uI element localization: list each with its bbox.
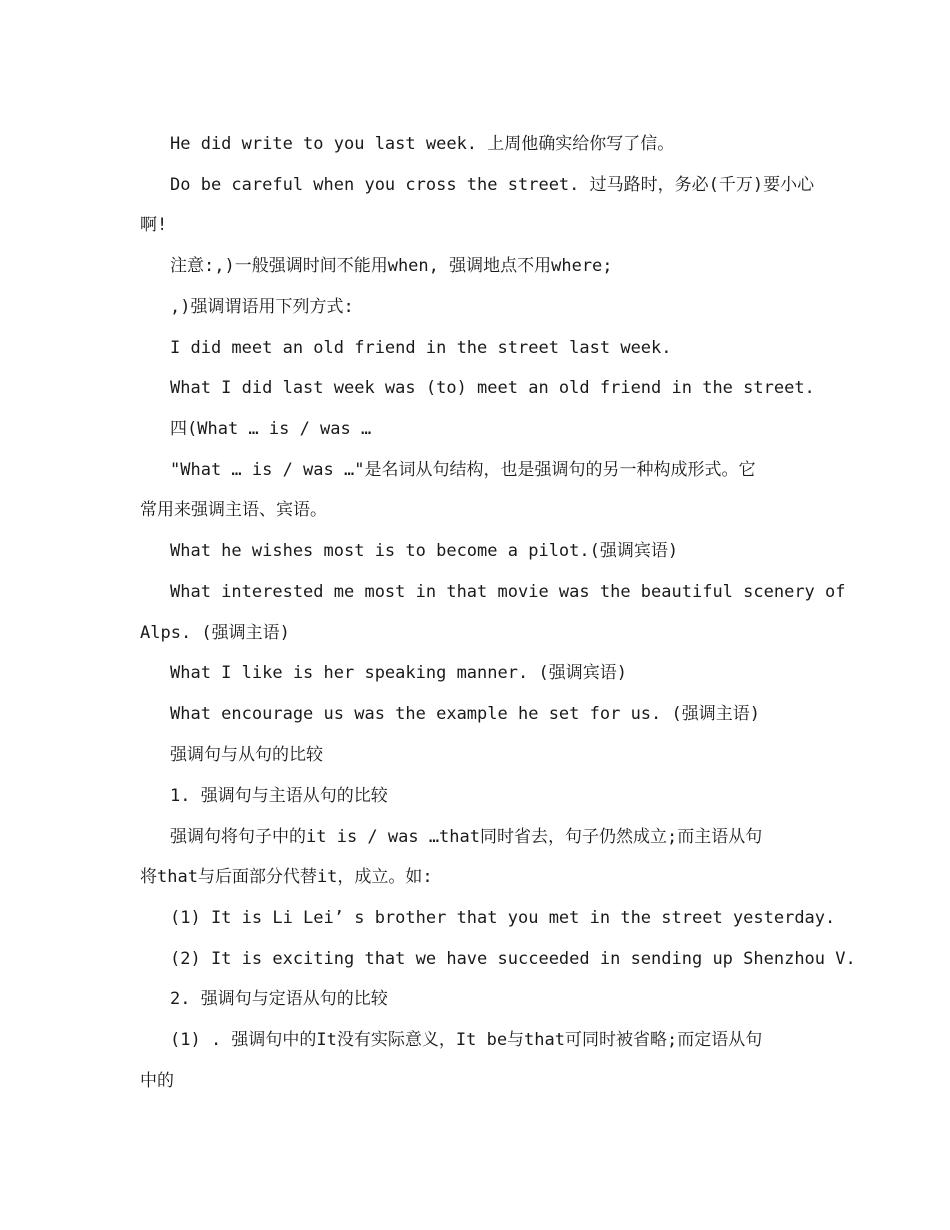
text-line: 常用来强调主语、宾语。 xyxy=(140,500,327,520)
text-line: 强调句将句子中的it is / was …that同时省去，句子仍然成立;而主语从句 xyxy=(170,827,763,847)
text-line: "What … is / was …"是名词从句结构，也是强调句的另一种构成形式。它 xyxy=(170,460,756,480)
text-line: 中的 xyxy=(140,1071,174,1091)
text-line: What interested me most in that movie was the beautiful scenery of xyxy=(170,582,846,602)
text-line: (1) . 强调句中的It没有实际意义，It be与that可同时被省略;而定语从句 xyxy=(170,1030,763,1050)
example-line: (2) It is exciting that we have succeeded in sending up Shenzhou V. xyxy=(170,949,856,969)
text-line: 四(What … is / was … xyxy=(170,419,372,439)
section-heading: 强调句与从句的比较 xyxy=(170,745,323,765)
text-line: ,)强调谓语用下列方式: xyxy=(170,297,354,317)
section-heading: 1. 强调句与主语从句的比较 xyxy=(170,786,388,806)
text-line: He did write to you last week. 上周他确实给你写了信。 xyxy=(170,134,675,154)
text-line: What he wishes most is to become a pilot.(强调宾语) xyxy=(170,541,679,561)
example-line: (1) It is Li Lei’ s brother that you met in the street yesterday. xyxy=(170,908,836,928)
text-line: What encourage us was the example he set for us. (强调主语) xyxy=(170,704,760,724)
text-line: 注意:,)一般强调时间不能用when, 强调地点不用where; xyxy=(170,256,613,276)
section-heading: 2. 强调句与定语从句的比较 xyxy=(170,989,388,1009)
text-line: Alps. (强调主语) xyxy=(140,623,290,643)
text-line: 将that与后面部分代替it，成立。如: xyxy=(140,867,433,887)
text-line: What I did last week was (to) meet an old friend in the street. xyxy=(170,378,815,398)
text-line: 啊! xyxy=(140,215,168,235)
text-line: I did meet an old friend in the street last week. xyxy=(170,338,672,358)
text-line: Do be careful when you cross the street. 过马路时，务必(千万)要小心 xyxy=(170,175,815,195)
text-line: What I like is her speaking manner. (强调宾语) xyxy=(170,663,627,683)
